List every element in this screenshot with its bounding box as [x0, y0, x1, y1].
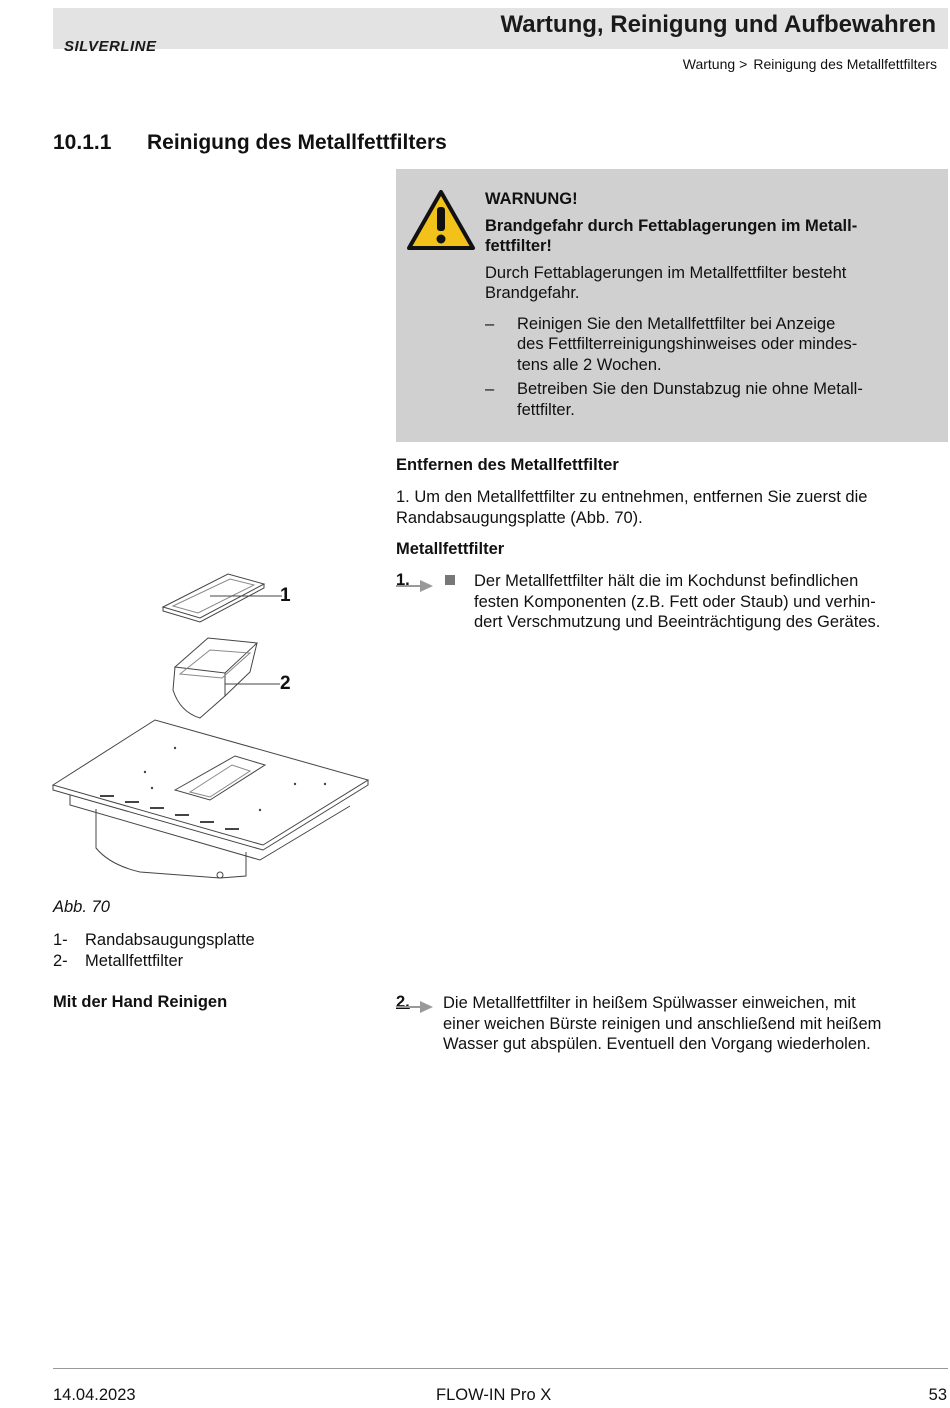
legend-label: Metallfettfilter: [85, 951, 184, 970]
legend-item: [53, 930, 255, 951]
legend-item: [53, 951, 255, 972]
remove-heading: Entfernen des Metallfettfilter: [396, 456, 619, 474]
warning-body-line: Durch Fettablagerungen im Metallfettfilter besteht: [485, 263, 847, 282]
legend-key: 2-: [53, 951, 68, 970]
chapter-title: Wartung, Reinigung und Aufbewahren: [500, 11, 936, 38]
figure-caption: Abb. 70: [53, 898, 110, 916]
list-item-line: tens alle 2 Wochen.: [517, 355, 662, 374]
step-arrow-icon: [396, 1000, 434, 1014]
warning-list-item: [485, 314, 925, 376]
warning-subheading-line: fettfilter!: [485, 237, 552, 255]
remove-line: Randabsaugungsplatte (Abb. 70).: [396, 508, 643, 527]
section-title: [53, 131, 447, 155]
filter-line: festen Komponenten (z.B. Fett oder Staub) und verhin-: [474, 592, 876, 611]
warning-body-line: Brandgefahr.: [485, 284, 580, 302]
footer-product: FLOW-IN Pro X: [436, 1386, 552, 1404]
hand-clean-paragraph: [443, 993, 948, 1055]
brand-logo: SILVERLINE: [64, 38, 157, 55]
warning-subheading: [485, 216, 925, 257]
warning-list: [485, 314, 925, 421]
warning-text: [485, 189, 925, 424]
breadcrumb: [683, 56, 937, 72]
warning-triangle-icon: [406, 189, 476, 251]
remove-paragraph: [396, 487, 948, 528]
callout-1: 1: [280, 585, 291, 606]
section-title-text: Reinigung des Metallfettfilters: [147, 131, 447, 154]
hand-clean-line: einer weichen Bürste reinigen und anschließend mit heißem: [443, 1014, 882, 1033]
hand-clean-line: Die Metallfettfilter in heißem Spülwasser einweichen, mit: [443, 994, 856, 1012]
hand-clean-line: Wasser gut abspülen. Eventuell den Vorgang wiederholen.: [443, 1035, 871, 1053]
remove-line: 1. Um den Metallfettfilter zu entnehmen, entfernen Sie zuerst die: [396, 488, 868, 506]
breadcrumb-item-current: Reinigung des Metallfettfilters: [753, 56, 937, 72]
list-dash: –: [485, 314, 495, 333]
warning-list-item: [485, 379, 925, 420]
breadcrumb-item-wartung[interactable]: Wartung: [682, 56, 736, 72]
step-number-2: 2.: [396, 993, 410, 1011]
footer-rule: [53, 1368, 948, 1369]
step-arrow-icon: [396, 579, 434, 593]
list-dash: –: [485, 380, 495, 398]
hand-clean-heading: Mit der Hand Reinigen: [53, 993, 228, 1011]
callout-2: 2: [280, 673, 291, 694]
breadcrumb-separator: >: [739, 56, 748, 72]
list-item-line: fettfilter.: [517, 400, 575, 419]
filter-paragraph: [474, 571, 944, 633]
legend-label: Randabsaugungsplatte: [85, 931, 255, 949]
bullet-square-icon: [445, 575, 455, 585]
warning-subheading-line: Brandgefahr durch Fettablagerungen im Metall-: [485, 216, 858, 235]
filter-line: Der Metallfettfilter hält die im Kochdunst befindlichen: [474, 572, 859, 590]
filter-heading: Metallfettfilter: [396, 540, 505, 558]
figure-illustration: [50, 560, 380, 890]
legend-key: 1-: [53, 931, 68, 949]
page-number: 53: [928, 1386, 947, 1404]
list-item-line: des Fettfilterreinigungshinweises oder mindes-: [517, 335, 858, 353]
section-number: 10.1.1: [53, 131, 112, 154]
list-item-line: Betreiben Sie den Dunstabzug nie ohne Metall-: [517, 380, 863, 398]
figure-legend: [53, 930, 255, 971]
footer-date: 14.04.2023: [53, 1386, 136, 1404]
list-item-line: Reinigen Sie den Metallfettfilter bei Anzeige: [517, 314, 836, 333]
step-number-1: 1.: [396, 571, 410, 589]
warning-heading: WARNUNG!: [485, 190, 578, 208]
warning-body: [485, 263, 925, 304]
filter-line: dert Verschmutzung und Beeinträchtigung des Gerätes.: [474, 613, 881, 631]
